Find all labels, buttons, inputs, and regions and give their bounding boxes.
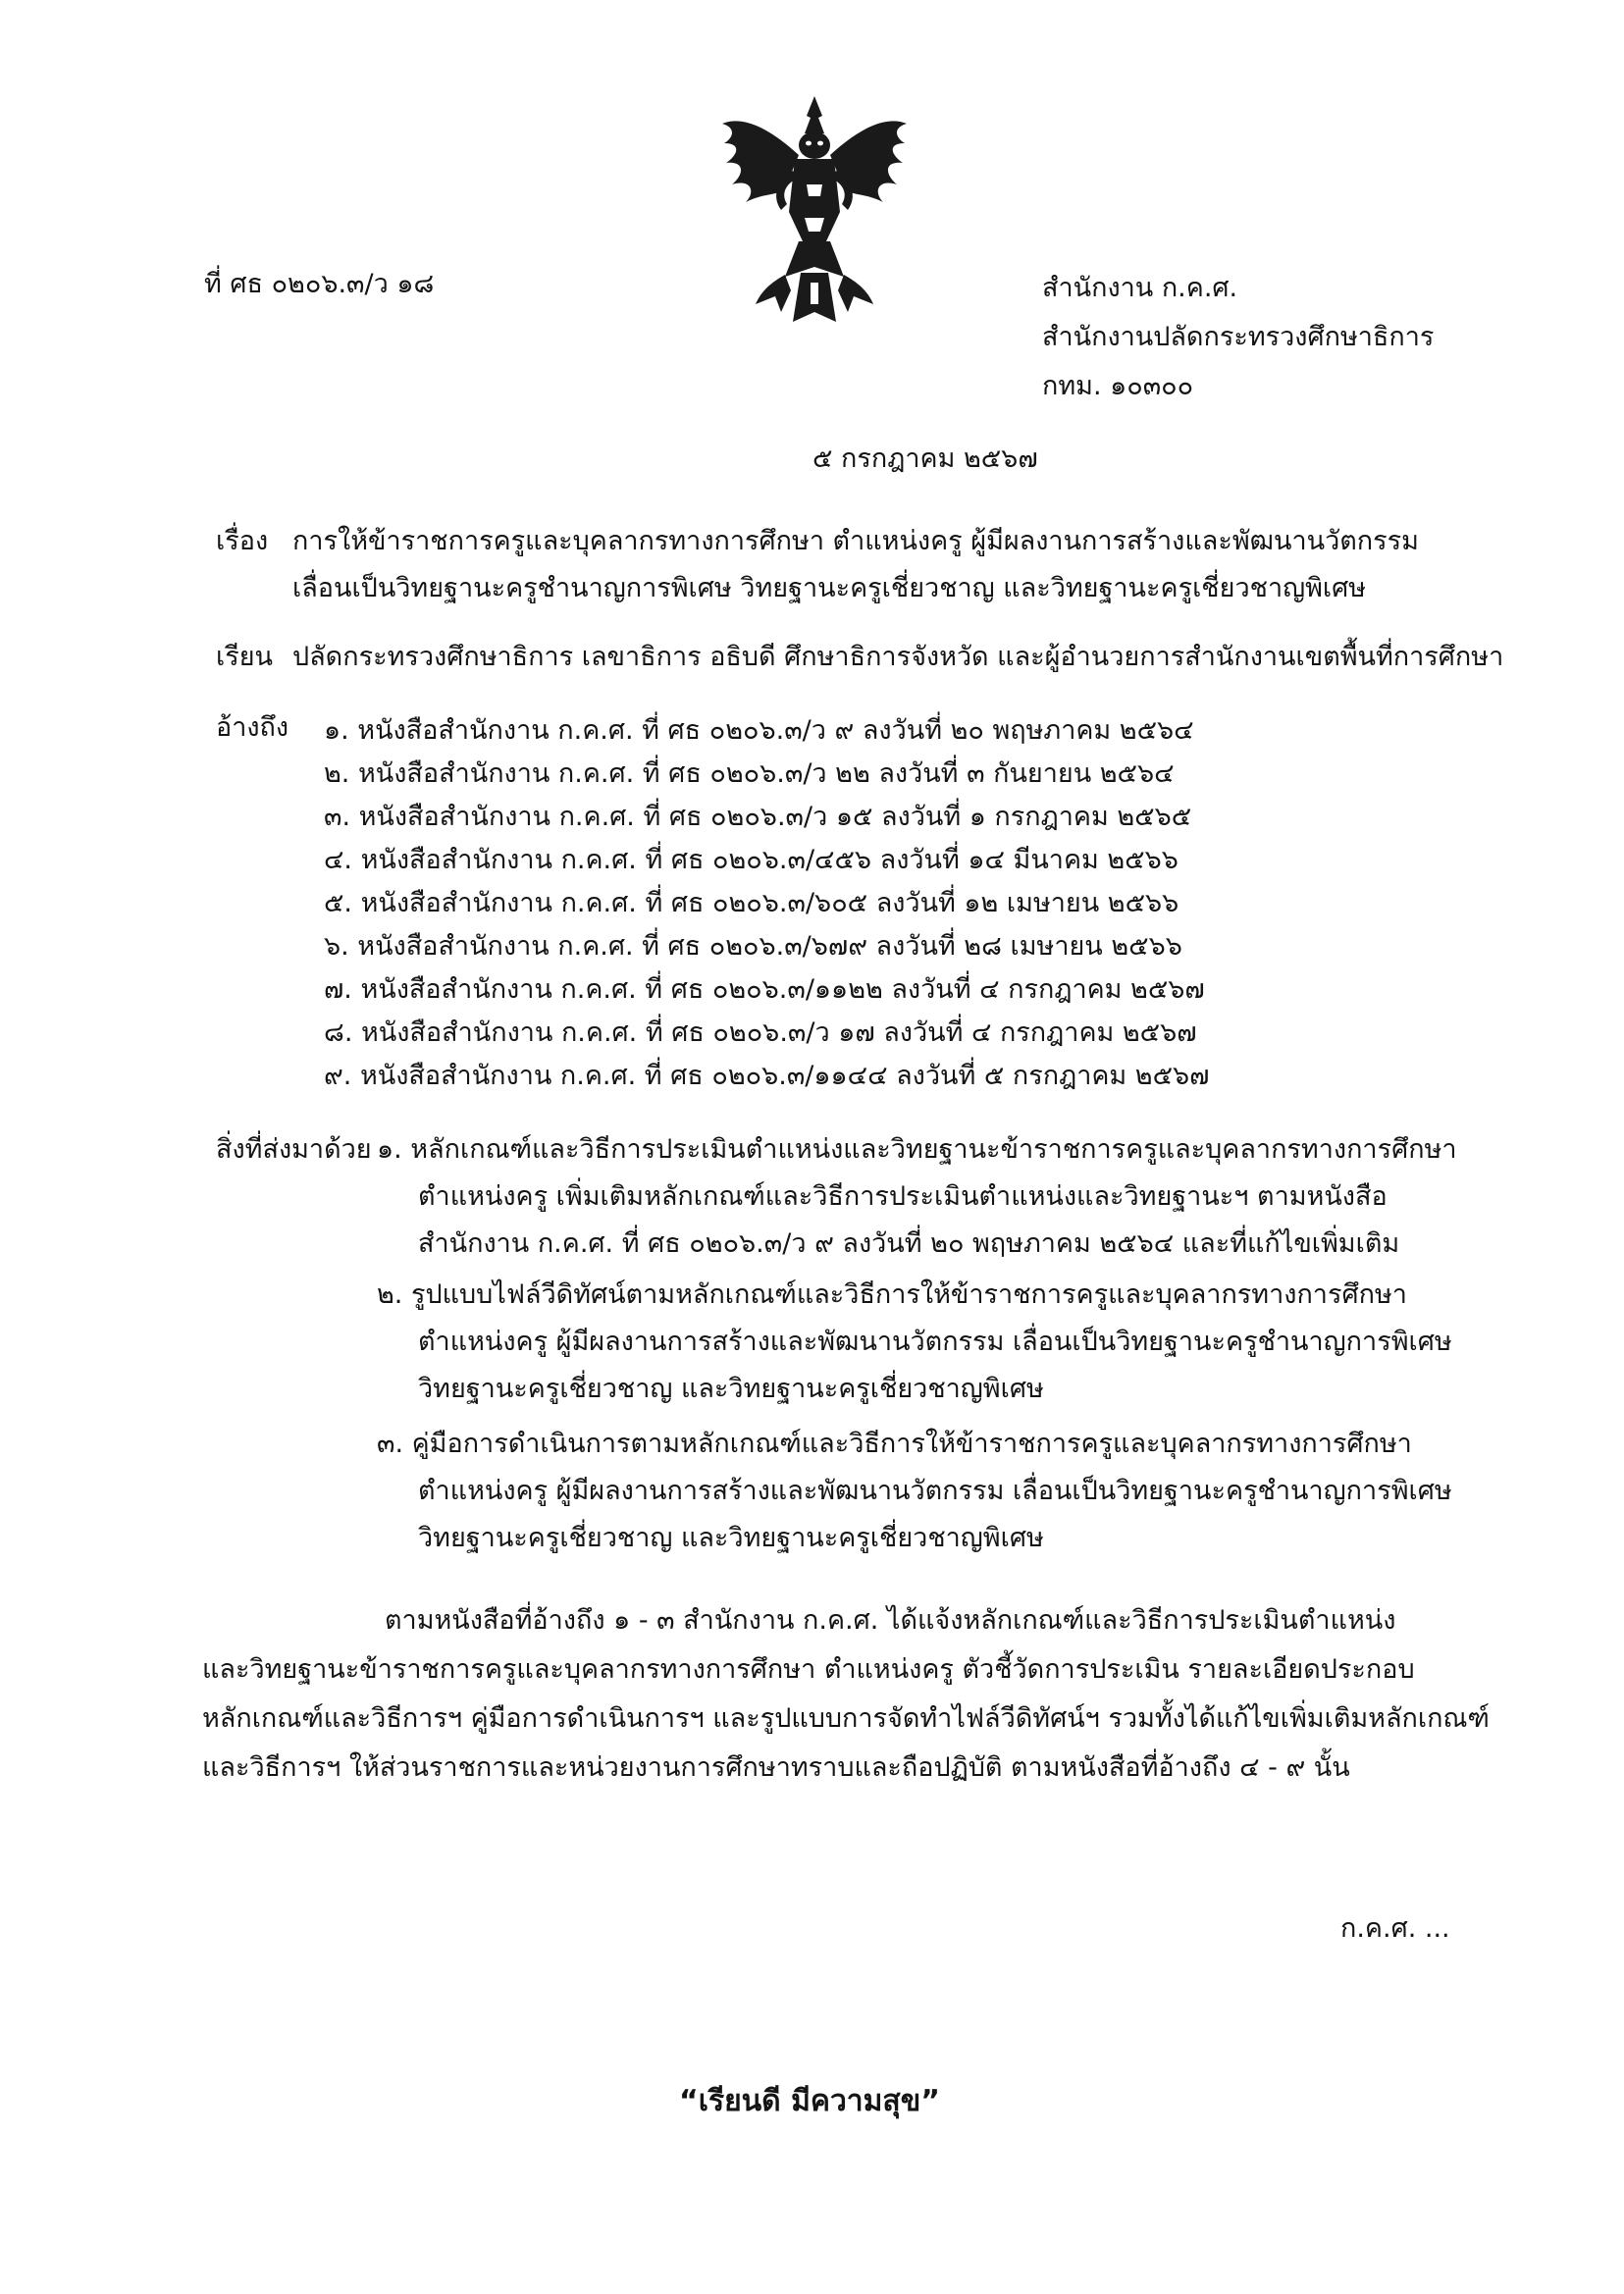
body-line: ตามหนังสือที่อ้างถึง ๑ - ๓ สำนักงาน ก.ค.ศ. ได้แจ้งหลักเกณฑ์และวิธีการประเมินตำแหน่ง bbox=[385, 1605, 1396, 1636]
subject-label: เรื่อง bbox=[216, 526, 269, 556]
reference-item: ๗. หนังสือสำนักงาน ก.ค.ศ. ที่ ศธ ๐๒๐๖.๓/๑๑๒๒ ลงวันที่ ๔ กรกฎาคม ๒๕๖๗ bbox=[324, 974, 1205, 1005]
salutation-text: ปลัดกระทรวงศึกษาธิการ เลขาธิการ อธิบดี ศึกษาธิการจังหวัด และผู้อำนวยการสำนักงานเขตพื้นที่การศึกษา bbox=[292, 642, 1504, 672]
letter-date: ๕ กรกฎาคม ๒๕๖๗ bbox=[812, 443, 1038, 474]
enclosure-line: ตำแหน่งครู ผู้มีผลงานการสร้างและพัฒนานวัตกรรม เลื่อนเป็นวิทยฐานะครูชำนาญการพิเศษ bbox=[418, 1476, 1452, 1506]
salutation-label: เรียน bbox=[216, 642, 274, 672]
garuda-emblem bbox=[716, 94, 913, 326]
enclosures-label: สิ่งที่ส่งมาด้วย bbox=[216, 1134, 372, 1165]
reference-item: ๕. หนังสือสำนักงาน ก.ค.ศ. ที่ ศธ ๐๒๐๖.๓/๖๐๕ ลงวันที่ ๑๒ เมษายน ๒๕๖๖ bbox=[324, 888, 1179, 918]
enclosure-line: วิทยฐานะครูเชี่ยวชาญ และวิทยฐานะครูเชี่ยวชาญพิเศษ bbox=[418, 1374, 1044, 1404]
body-line: และวิธีการฯ ให้ส่วนราชการและหน่วยงานการศึกษาทราบและถือปฏิบัติ ตามหนังสือที่อ้างถึง ๔ - ๙ นั้น bbox=[202, 1752, 1350, 1783]
reference-item: ๘. หนังสือสำนักงาน ก.ค.ศ. ที่ ศธ ๐๒๐๖.๓/ว ๑๗ ลงวันที่ ๔ กรกฎาคม ๒๕๖๗ bbox=[324, 1017, 1197, 1048]
enclosure-line: ๒. รูปแบบไฟล์วีดิทัศน์ตามหลักเกณฑ์และวิธีการให้ข้าราชการครูและบุคลากรทางการศึกษา bbox=[377, 1279, 1407, 1310]
sender-postcode: กทม. ๑๐๓๐๐ bbox=[1042, 371, 1194, 401]
reference-item: ๓. หนังสือสำนักงาน ก.ค.ศ. ที่ ศธ ๐๒๐๖.๓/ว ๑๕ ลงวันที่ ๑ กรกฎาคม ๒๕๖๕ bbox=[324, 802, 1192, 832]
enclosure-line: ๑. หลักเกณฑ์และวิธีการประเมินตำแหน่งและวิทยฐานะข้าราชการครูและบุคลากรทางการศึกษา bbox=[377, 1134, 1457, 1165]
reference-item: ๒. หนังสือสำนักงาน ก.ค.ศ. ที่ ศธ ๐๒๐๖.๓/ว ๒๒ ลงวันที่ ๓ กันยายน ๒๕๖๔ bbox=[324, 758, 1175, 789]
subject-line: เลื่อนเป็นวิทยฐานะครูชำนาญการพิเศษ วิทยฐานะครูเชี่ยวชาญ และวิทยฐานะครูเชี่ยวชาญพิเศษ bbox=[292, 573, 1367, 603]
enclosure-line: สำนักงาน ก.ค.ศ. ที่ ศธ ๐๒๐๖.๓/ว ๙ ลงวันที่ ๒๐ พฤษภาคม ๒๕๖๔ และที่แก้ไขเพิ่มเติม bbox=[418, 1228, 1400, 1259]
footer-slogan: “เรียนดี มีความสุข” bbox=[679, 2084, 940, 2118]
enclosure-line: ๓. คู่มือการดำเนินการตามหลักเกณฑ์และวิธีการให้ข้าราชการครูและบุคลากรทางการศึกษา bbox=[377, 1429, 1412, 1459]
continuation-marker: ก.ค.ศ. ... bbox=[1340, 1913, 1450, 1944]
sender-ministry: สำนักงานปลัดกระทรวงศึกษาธิการ bbox=[1042, 322, 1435, 352]
enclosure-line: วิทยฐานะครูเชี่ยวชาญ และวิทยฐานะครูเชี่ยวชาญพิเศษ bbox=[418, 1523, 1044, 1553]
body-line: และวิทยฐานะข้าราชการครูและบุคลากรทางการศึกษา ตำแหน่งครู ตัวชี้วัดการประเมิน รายละเอียดประกอบ bbox=[202, 1654, 1415, 1685]
subject-line: การให้ข้าราชการครูและบุคลากรทางการศึกษา ตำแหน่งครู ผู้มีผลงานการสร้างและพัฒนานวัตกรรม bbox=[292, 526, 1419, 556]
enclosure-line: ตำแหน่งครู เพิ่มเติมหลักเกณฑ์และวิธีการประเมินตำแหน่งและวิทยฐานะฯ ตามหนังสือ bbox=[418, 1181, 1388, 1212]
enclosure-line: ตำแหน่งครู ผู้มีผลงานการสร้างและพัฒนานวัตกรรม เลื่อนเป็นวิทยฐานะครูชำนาญการพิเศษ bbox=[418, 1327, 1452, 1357]
reference-item: ๙. หนังสือสำนักงาน ก.ค.ศ. ที่ ศธ ๐๒๐๖.๓/๑๑๔๔ ลงวันที่ ๕ กรกฎาคม ๒๕๖๗ bbox=[324, 1061, 1210, 1091]
reference-item: ๖. หนังสือสำนักงาน ก.ค.ศ. ที่ ศธ ๐๒๐๖.๓/๖๗๙ ลงวันที่ ๒๘ เมษายน ๒๕๖๖ bbox=[324, 931, 1182, 962]
references-label: อ้างถึง bbox=[216, 712, 289, 743]
reference-item: ๔. หนังสือสำนักงาน ก.ค.ศ. ที่ ศธ ๐๒๐๖.๓/๔๕๖ ลงวันที่ ๑๔ มีนาคม ๒๕๖๖ bbox=[324, 845, 1179, 875]
sender-office: สำนักงาน ก.ค.ศ. bbox=[1042, 273, 1238, 303]
body-line: หลักเกณฑ์และวิธีการฯ คู่มือการดำเนินการฯ และรูปแบบการจัดทำไฟล์วีดิทัศน์ฯ รวมทั้งได้แก้ไขเพิ่มเติมหลักเกณฑ์ bbox=[202, 1703, 1490, 1734]
letter-number: ที่ ศธ ๐๒๐๖.๓/ว ๑๘ bbox=[204, 269, 435, 299]
reference-item: ๑. หนังสือสำนักงาน ก.ค.ศ. ที่ ศธ ๐๒๐๖.๓/ว ๙ ลงวันที่ ๒๐ พฤษภาคม ๒๕๖๔ bbox=[324, 715, 1194, 746]
